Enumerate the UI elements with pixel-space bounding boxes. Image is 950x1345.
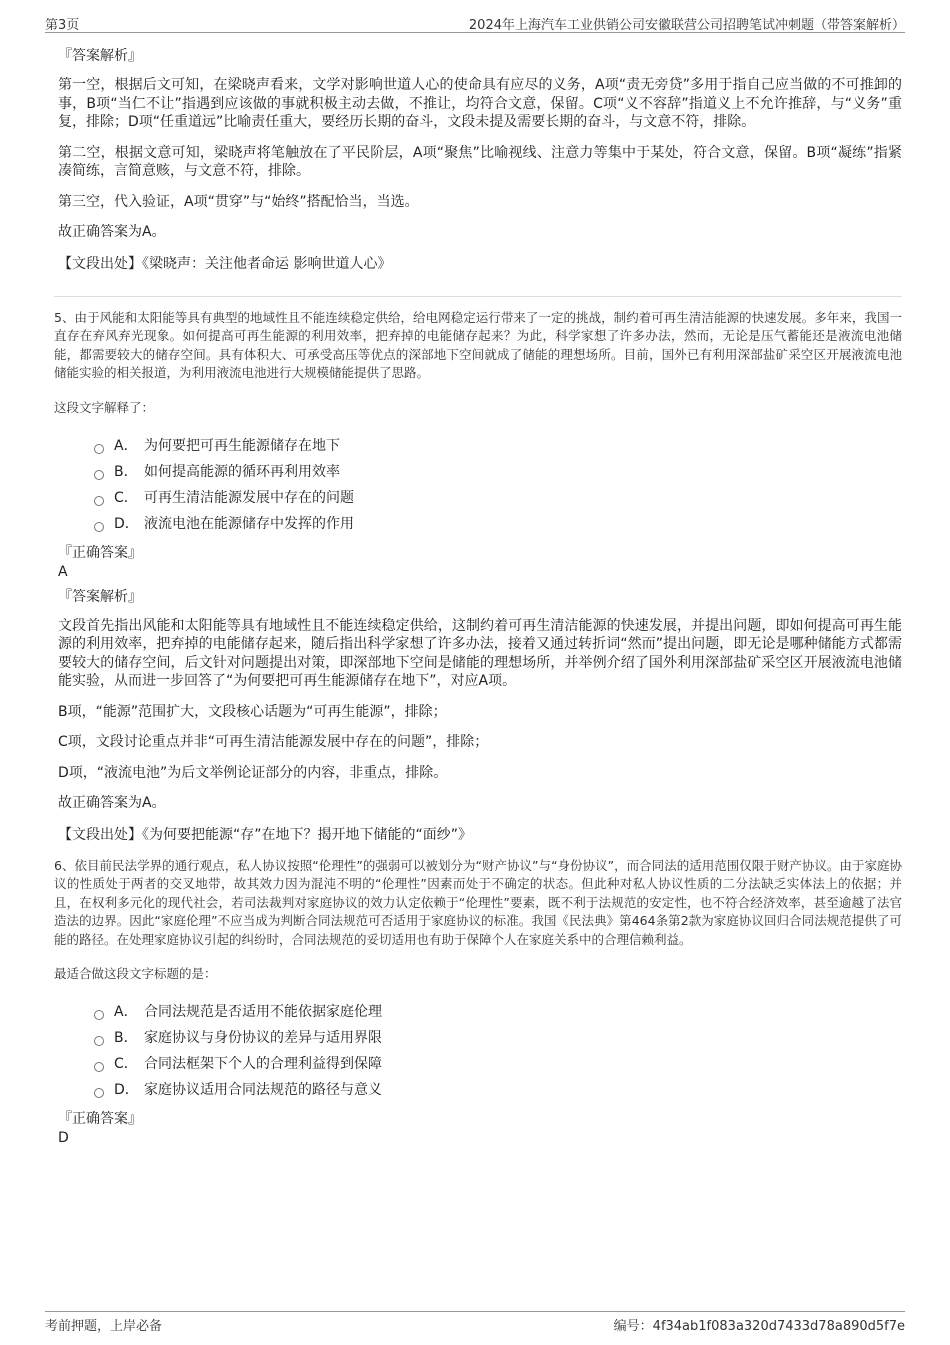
analysis-paragraph: 故正确答案为A。: [58, 224, 166, 240]
radio-icon[interactable]: [94, 444, 104, 454]
document-code: 编号：4f34ab1f083a320d7433d78a890d5f7e: [613, 1319, 905, 1334]
passage-source: 【文段出处】《梁晓声：关注他者命运 影响世道人心》: [58, 255, 392, 272]
question-6: [54, 857, 902, 1148]
footer-slogan: 考前押题，上岸必备: [45, 1319, 163, 1334]
option-text: 液流电池在能源储存中发挥的作用: [144, 515, 354, 532]
question-prompt: 这段文字解释了：: [54, 399, 155, 415]
option-b[interactable]: [94, 459, 902, 485]
option-a[interactable]: [94, 999, 902, 1025]
analysis-paragraph: 第三空，代入验证，A项“贯穿”与“始终”搭配恰当，当选。: [58, 193, 419, 210]
question-text: 6、依目前民法学界的通行观点，私人协议按照“伦理性”的强弱可以被划分为“财产协议”与“身份协议”，而合同法的适用范围仅限于财产协议。由于家庭协议的性质处于两者的交叉地带，故其效力因为混沌不明的“伦理性”因素而处于不确定的状态。但此种对私人协议性质的二分法缺乏实体法上的依据；并且，在权利多元化的现代社会，若司法裁判对家庭协议的效力认定依赖于“伦理性”要素，既不利于法规范的安定性，也不符合经济效率，甚至逾越了法官造法的边界。因此“家庭伦理”不应当成为判断合同法规范可否适用于家庭协议的标准。我国《民法典》第464条第2款为家庭协议回归合同法规范提供了可能的路径。在处理家庭协议引起的纠纷时，合同法规范的妥切适用也有助于保障个人在家庭关系中的合理信赖利益。: [54, 857, 902, 947]
question-prompt: 最适合做这段文字标题的是：: [54, 966, 217, 981]
correct-answer: D: [58, 1130, 69, 1146]
question-5: [54, 309, 902, 845]
option-letter: C．: [114, 1056, 138, 1072]
option-list: [94, 433, 902, 537]
analysis-paragraph: 故正确答案为A。: [58, 795, 166, 811]
answer-heading: 『正确答案』: [58, 544, 142, 561]
radio-icon[interactable]: [94, 1036, 104, 1046]
radio-icon[interactable]: [94, 1062, 104, 1072]
option-letter: B．: [114, 463, 138, 480]
option-letter: D．: [114, 515, 139, 532]
section-divider: [54, 296, 902, 297]
q4-analysis-section: [54, 46, 902, 274]
radio-icon[interactable]: [94, 496, 104, 506]
option-text: 如何提高能源的循环再利用效率: [144, 463, 340, 480]
option-d[interactable]: [94, 1077, 902, 1103]
document-title: 2024年上海汽车工业供销公司安徽联营公司招聘笔试冲刺题（带答案解析）: [468, 18, 905, 33]
analysis-heading: 『答案解析』: [58, 48, 142, 64]
option-b[interactable]: [94, 1025, 902, 1051]
radio-icon[interactable]: [94, 1088, 104, 1098]
page-number: 第3页: [45, 18, 80, 33]
analysis-paragraph: 文段首先指出风能和太阳能等具有地域性且不能连续稳定供给，这制约着可再生清洁能源的快速发展，并提出问题，即如何提高可再生能源的利用效率，把弃掉的电能储存起来，随后指出科学家想了许多办法，接着又通过转折词“然而”提出问题，即无论是哪种储能方式都需要较大的储存空间，后文针对问题提出对策，即深部地下空间是储能的理想场所，并举例介绍了国外利用深部盐矿采空区开展液流电池储能实验，从而进一步回答了“为何要把可再生能源储存在地下”，对应A项。: [58, 617, 902, 689]
radio-icon[interactable]: [94, 1010, 104, 1020]
option-text: 家庭协议与身份协议的差异与适用界限: [144, 1030, 382, 1046]
option-text: 可再生清洁能源发展中存在的问题: [144, 489, 354, 506]
option-c[interactable]: [94, 1051, 902, 1077]
document-content: [54, 40, 902, 1147]
option-letter: A．: [114, 1004, 138, 1020]
analysis-paragraph: 第二空，根据文意可知，梁晓声将笔触放在了平民阶层，A项“聚焦”比喻视线、注意力等集中于某处，符合文意，保留。B项“凝练”指紧凑简练，言简意赅，与文意不符，排除。: [58, 144, 902, 179]
question-text: 5、由于风能和太阳能等具有典型的地域性且不能连续稳定供给，给电网稳定运行带来了一定的挑战，制约着可再生清洁能源的快速发展。多年来，我国一直存在弃风弃光现象。如何提高可再生能源的利用效率，把弃掉的电能储存起来？为此，科学家想了许多办法，然而，无论是压气蓄能还是液流电池储能，都需要较大的储存空间。具有体积大、可承受高压等优点的深部地下空间就成了储能的理想场所。目前，国外已有利用深部盐矿采空区开展液流电池储能实验的相关报道，为利用液流电池进行大规模储能提供了思路。: [54, 309, 902, 380]
page-header: [45, 12, 905, 33]
option-d[interactable]: [94, 511, 902, 537]
option-letter: C．: [114, 489, 138, 506]
analysis-paragraph: B项，“能源”范围扩大，文段核心话题为“可再生能源”，排除；: [58, 703, 447, 720]
passage-source: 【文段出处】《为何要把能源“存”在地下？揭开地下储能的“面纱”》: [58, 826, 473, 843]
answer-heading: 『正确答案』: [58, 1111, 142, 1127]
option-letter: D．: [114, 1082, 139, 1098]
option-text: 合同法框架下个人的合理利益得到保障: [144, 1056, 382, 1072]
analysis-heading: 『答案解析』: [58, 588, 142, 605]
correct-answer: A: [58, 563, 68, 580]
option-c[interactable]: [94, 485, 902, 511]
analysis-paragraph: 第一空，根据后文可知，在梁晓声看来，文学对影响世道人心的使命具有应尽的义务，A项“责无旁贷”多用于指自己应当做的不可推卸的事，B项“当仁不让”指遇到应该做的事就积极主动去做，不推让，均符合文意，保留。C项“义不容辞”指道义上不允许推辞，与“义务”重复，排除；D项“任重道远”比喻责任重大，要经历长期的奋斗，文段未提及需要长期的奋斗，与文意不符，排除。: [58, 77, 902, 130]
option-letter: A．: [114, 437, 138, 454]
option-text: 家庭协议适用合同法规范的路径与意义: [144, 1082, 382, 1098]
page-footer: [45, 1311, 905, 1332]
option-a[interactable]: [94, 433, 902, 459]
radio-icon[interactable]: [94, 522, 104, 532]
option-text: 合同法规范是否适用不能依据家庭伦理: [144, 1004, 382, 1020]
option-text: 为何要把可再生能源储存在地下: [144, 437, 340, 454]
option-letter: B．: [114, 1030, 138, 1046]
option-list: [94, 999, 902, 1103]
analysis-paragraph: C项，文段讨论重点并非“可再生清洁能源发展中存在的问题”，排除；: [58, 734, 489, 750]
analysis-paragraph: D项，“液流电池”为后文举例论证部分的内容，非重点，排除。: [58, 764, 448, 781]
radio-icon[interactable]: [94, 470, 104, 480]
